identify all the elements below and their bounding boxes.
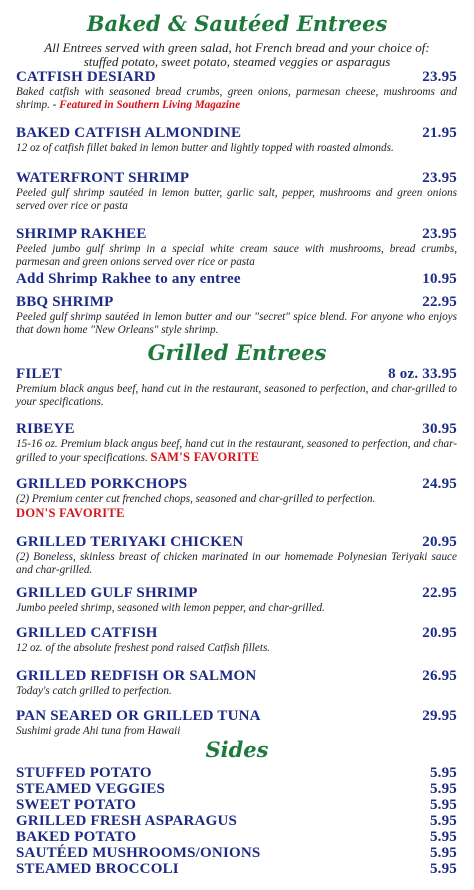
item-description: Peeled gulf shrimp sautéed in lemon butter, garlic salt, pepper, mushrooms and green onions served over rice or pasta [16, 187, 457, 212]
addon-name: Add Shrimp Rakhee to any entree [16, 271, 241, 287]
item-price: 30.95 [422, 421, 457, 437]
side-price: 5.95 [429, 829, 457, 845]
side-item [16, 781, 457, 798]
menu-item-filet [16, 366, 457, 409]
side-name: SWEET POTATO [16, 797, 137, 813]
menu-item-grilled-porkchops [16, 476, 457, 521]
side-name: STUFFED POTATO [16, 765, 152, 781]
item-price: 22.95 [422, 585, 457, 601]
side-item [16, 765, 457, 782]
addon-row [16, 271, 457, 288]
item-name: BAKED CATFISH ALMONDINE [16, 125, 242, 141]
side-name: BAKED POTATO [16, 829, 137, 845]
item-name: GRILLED REDFISH OR SALMON [16, 668, 257, 684]
item-description: Peeled gulf shrimp sautéed in lemon butter and our "secret" spice blend. For anyone who enjoys that down home "New Orleans" style shrimp. [16, 311, 457, 336]
side-name: GRILLED FRESH ASPARAGUS [16, 813, 238, 829]
side-price: 5.95 [429, 845, 457, 861]
menu-item-grilled-gulf-shrimp [16, 585, 457, 615]
side-name: STEAMED BROCCOLI [16, 861, 179, 877]
menu-item-grilled-teriyaki-chicken [16, 534, 457, 577]
item-name: GRILLED PORKCHOPS [16, 476, 188, 492]
featured-badge: Featured in Southern Living Magazine [59, 99, 241, 111]
side-item [16, 861, 457, 878]
side-price: 5.95 [429, 765, 457, 781]
item-price: 26.95 [422, 668, 457, 684]
sides-section-title: Sides [205, 737, 269, 762]
item-description: (2) Boneless, skinless breast of chicken marinated in our homemade Polynesian Teriyaki sauce and char-grilled. [16, 551, 457, 576]
item-description: Baked catfish with seasoned bread crumbs, green onions, parmesan cheese, mushrooms and shrimp. - Featured in Southern Living Magazine [16, 86, 457, 111]
item-name: BBQ SHRIMP [16, 294, 114, 310]
side-price: 5.95 [429, 861, 457, 877]
item-description: 12 oz of catfish fillet baked in lemon butter and lightly topped with roasted almonds. [16, 142, 394, 154]
side-item [16, 797, 457, 814]
menu-item-catfish-desiard [16, 69, 457, 112]
item-price: 20.95 [422, 534, 457, 550]
item-name: SHRIMP RAKHEE [16, 226, 147, 242]
item-price: 29.95 [422, 708, 457, 724]
baked-section-intro: All Entrees served with green salad, hot French bread and your choice of: stuffed potato, sweet potato, steamed veggies or asparagus [44, 40, 430, 69]
item-price: 20.95 [422, 625, 457, 641]
addon-price: 10.95 [422, 271, 457, 287]
item-name: GRILLED GULF SHRIMP [16, 585, 198, 601]
grilled-section-title: Grilled Entrees [147, 340, 327, 365]
favorite-badge: SAM'S FAVORITE [150, 450, 260, 464]
baked-section-title: Baked & Sautéed Entrees [86, 11, 388, 36]
item-description: 15-16 oz. Premium black angus beef, hand cut in the restaurant, seasoned to perfection, and char-grilled to your specifications. SAM'S FAVORITE [16, 438, 457, 464]
item-description: Peeled jumbo gulf shrimp in a special white cream sauce with mushrooms, bread crumbs, parmesan and green onions served over rice or pasta [16, 243, 457, 268]
item-price: 23.95 [422, 226, 457, 242]
item-description: Today's catch grilled to perfection. [16, 685, 172, 697]
side-name: SAUTÉED MUSHROOMS/ONIONS [16, 845, 261, 861]
menu-item-baked-catfish-almondine [16, 125, 457, 155]
item-name: RIBEYE [16, 421, 75, 437]
item-name: CATFISH DESIARD [16, 69, 156, 85]
side-name: STEAMED VEGGIES [16, 781, 166, 797]
item-price: 23.95 [422, 69, 457, 85]
item-name: WATERFRONT SHRIMP [16, 170, 190, 186]
item-price: 8 oz. 33.95 [388, 366, 457, 382]
menu-item-bbq-shrimp [16, 294, 457, 337]
side-price: 5.95 [429, 813, 457, 829]
item-description: Premium black angus beef, hand cut in the restaurant, seasoned to perfection, and char-grilled to your specifications. [16, 383, 457, 408]
side-price: 5.95 [429, 797, 457, 813]
item-name: GRILLED CATFISH [16, 625, 158, 641]
menu-item-grilled-redfish-salmon [16, 668, 457, 698]
item-price: 22.95 [422, 294, 457, 310]
side-item [16, 829, 457, 846]
item-description: Jumbo peeled shrimp, seasoned with lemon pepper, and char-grilled. [16, 602, 325, 614]
menu-item-grilled-catfish [16, 625, 457, 655]
item-price: 23.95 [422, 170, 457, 186]
item-price: 24.95 [422, 476, 457, 492]
side-price: 5.95 [429, 781, 457, 797]
item-name: FILET [16, 366, 63, 382]
item-description: Sushimi grade Ahi tuna from Hawaii [16, 725, 181, 737]
item-name: GRILLED TERIYAKI CHICKEN [16, 534, 244, 550]
item-name: PAN SEARED OR GRILLED TUNA [16, 708, 261, 724]
menu-item-shrimp-rakhee [16, 226, 457, 288]
item-description: 12 oz. of the absolute freshest pond raised Catfish fillets. [16, 642, 271, 654]
menu-item-tuna [16, 708, 457, 738]
side-item [16, 845, 457, 862]
item-price: 21.95 [422, 125, 457, 141]
menu-item-ribeye [16, 421, 457, 465]
side-item [16, 813, 457, 830]
favorite-badge: DON'S FAVORITE [16, 506, 125, 520]
item-description: (2) Premium center cut frenched chops, seasoned and char-grilled to perfection. [16, 493, 376, 505]
menu-item-waterfront-shrimp [16, 170, 457, 213]
